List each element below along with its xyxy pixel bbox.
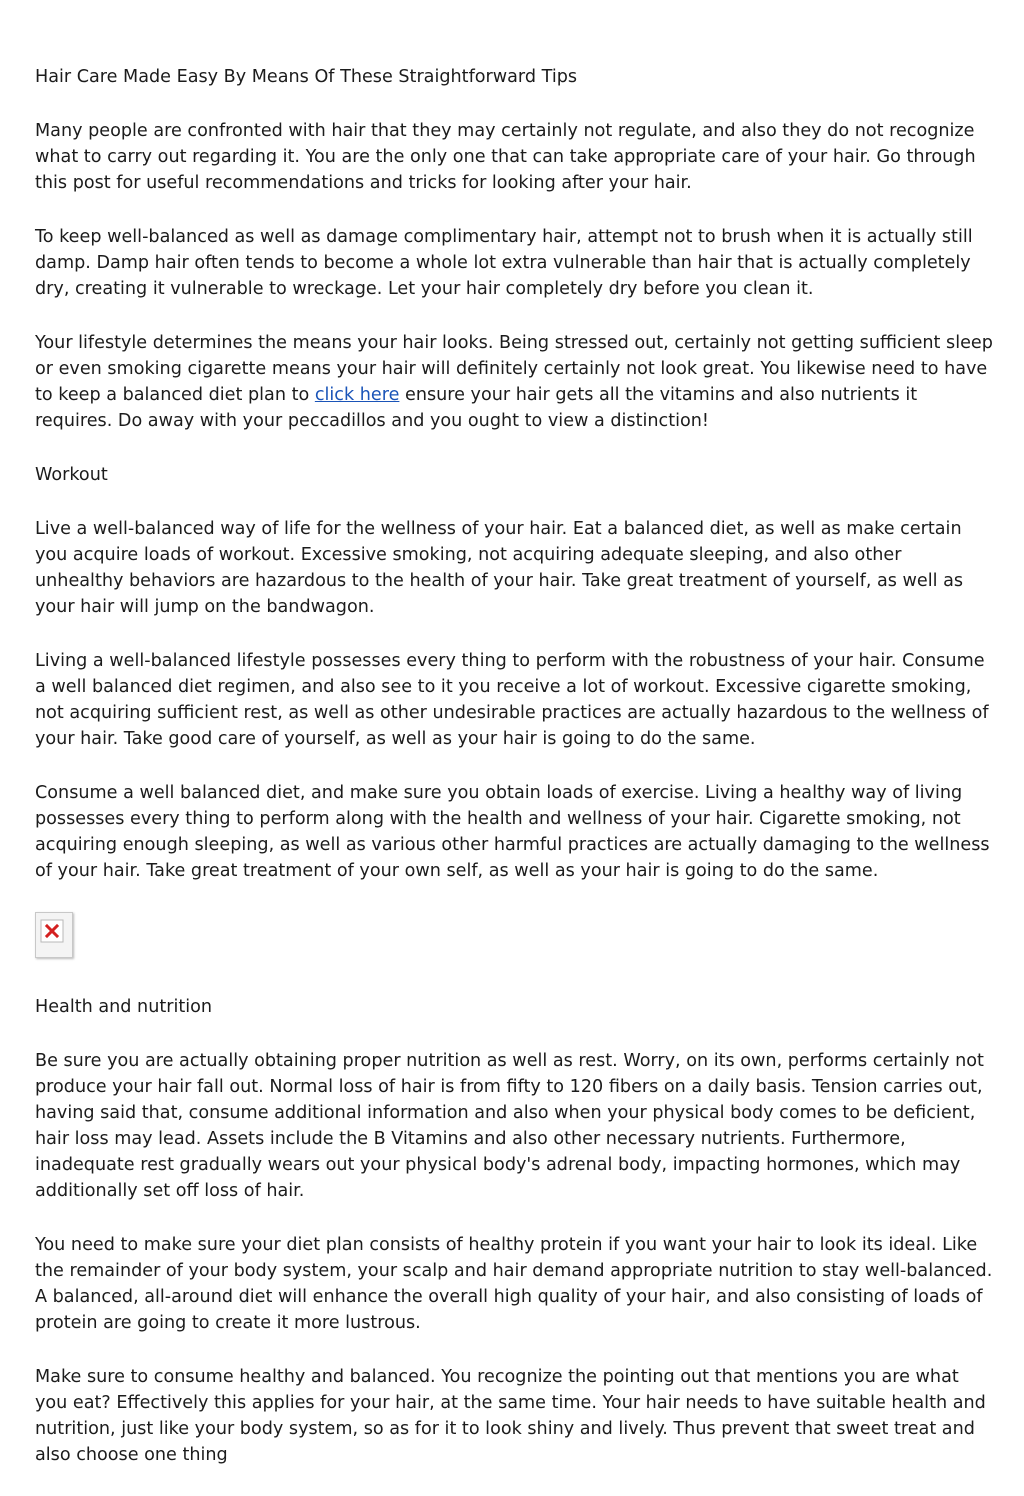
- nutrition-paragraph-3: Make sure to consume healthy and balanced. You recognize the pointing out that mentions you are what you eat? Effectively this applies for your hair, at the same time. Your hair needs to have suitable health and nutrition, just like your body system, so as for it to look shiny and lively. Thus prevent that sweet treat and also choose one thing: [35, 1367, 986, 1465]
- lifestyle-text-after: ensure your hair gets all the vitamins and also nutrients it requires. Do away with your peccadillos and you ought to view a distinction!: [35, 385, 918, 431]
- article: [35, 64, 995, 1496]
- click-here-link[interactable]: click here: [314, 385, 400, 405]
- intro-paragraph: Many people are confronted with hair that they may certainly not regulate, and also they do not recognize what to carry out regarding it. You are the only one that can take appropriate care of your hair. Go through this post for useful recommendations and tricks for looking after your hair.: [35, 121, 976, 193]
- nutrition-paragraph-2: You need to make sure your diet plan consists of healthy protein if you want your hair to look its ideal. Like the remainder of your body system, your scalp and hair demand appropriate nutrition to stay well-balanced. A balanced, all-around diet will enhance the overall high quality of your hair, and also consisting of loads of protein are going to create it more lustrous.: [35, 1235, 993, 1333]
- lifestyle-text-before: Your lifestyle determines the means your hair looks. Being stressed out, certainly not getting sufficient sleep or even smoking cigarette means your hair will definitely certainly not look great. You likewise need to have to keep a balanced diet plan to: [35, 333, 993, 405]
- damp-hair-paragraph: To keep well-balanced as well as damage complimentary hair, attempt not to brush when it is actually still damp. Damp hair often tends to become a whole lot extra vulnerable than hair that is actually completely dry, creating it vulnerable to wreckage. Let your hair completely dry before you clean it.: [35, 227, 973, 299]
- broken-image: [35, 912, 73, 958]
- broken-image-icon: [40, 919, 66, 945]
- nutrition-paragraph-1: Be sure you are actually obtaining proper nutrition as well as rest. Worry, on its own, performs certainly not produce your hair fall out. Normal loss of hair is from fifty to 120 fibers on a daily basis. Tension carries out, having said that, consume additional information and also when your physical body comes to be deficient, hair loss may lead. Assets include the B Vitamins and also other necessary nutrients. Furthermore, inadequate rest gradually wears out your physical body's adrenal body, impacting hormones, which may additionally set off loss of hair.: [35, 1051, 984, 1201]
- workout-paragraph-3: Consume a well balanced diet, and make sure you obtain loads of exercise. Living a healthy way of living possesses every thing to perform along with the health and wellness of your hair. Cigarette smoking, not acquiring enough sleeping, as well as various other harmful practices are actually damaging to the wellness of your hair. Take great treatment of your own self, as well as your hair is going to do the same.: [35, 783, 990, 881]
- nutrition-heading: Health and nutrition: [35, 997, 213, 1017]
- lifestyle-paragraph: [35, 330, 995, 434]
- workout-paragraph-1: Live a well-balanced way of life for the wellness of your hair. Eat a balanced diet, as well as make certain you acquire loads of workout. Excessive smoking, not acquiring adequate sleeping, and also other unhealthy behaviors are hazardous to the health of your hair. Take great treatment of yourself, as well as your hair will jump on the bandwagon.: [35, 519, 964, 617]
- workout-heading: Workout: [35, 465, 108, 485]
- article-title: Hair Care Made Easy By Means Of These Straightforward Tips: [35, 67, 578, 87]
- workout-paragraph-2: Living a well-balanced lifestyle possesses every thing to perform with the robustness of your hair. Consume a well balanced diet regimen, and also see to it you receive a lot of workout. Excessive cigarette smoking, not acquiring sufficient rest, as well as other undesirable practices are actually hazardous to the wellness of your hair. Take good care of yourself, as well as your hair is going to do the same.: [35, 651, 989, 749]
